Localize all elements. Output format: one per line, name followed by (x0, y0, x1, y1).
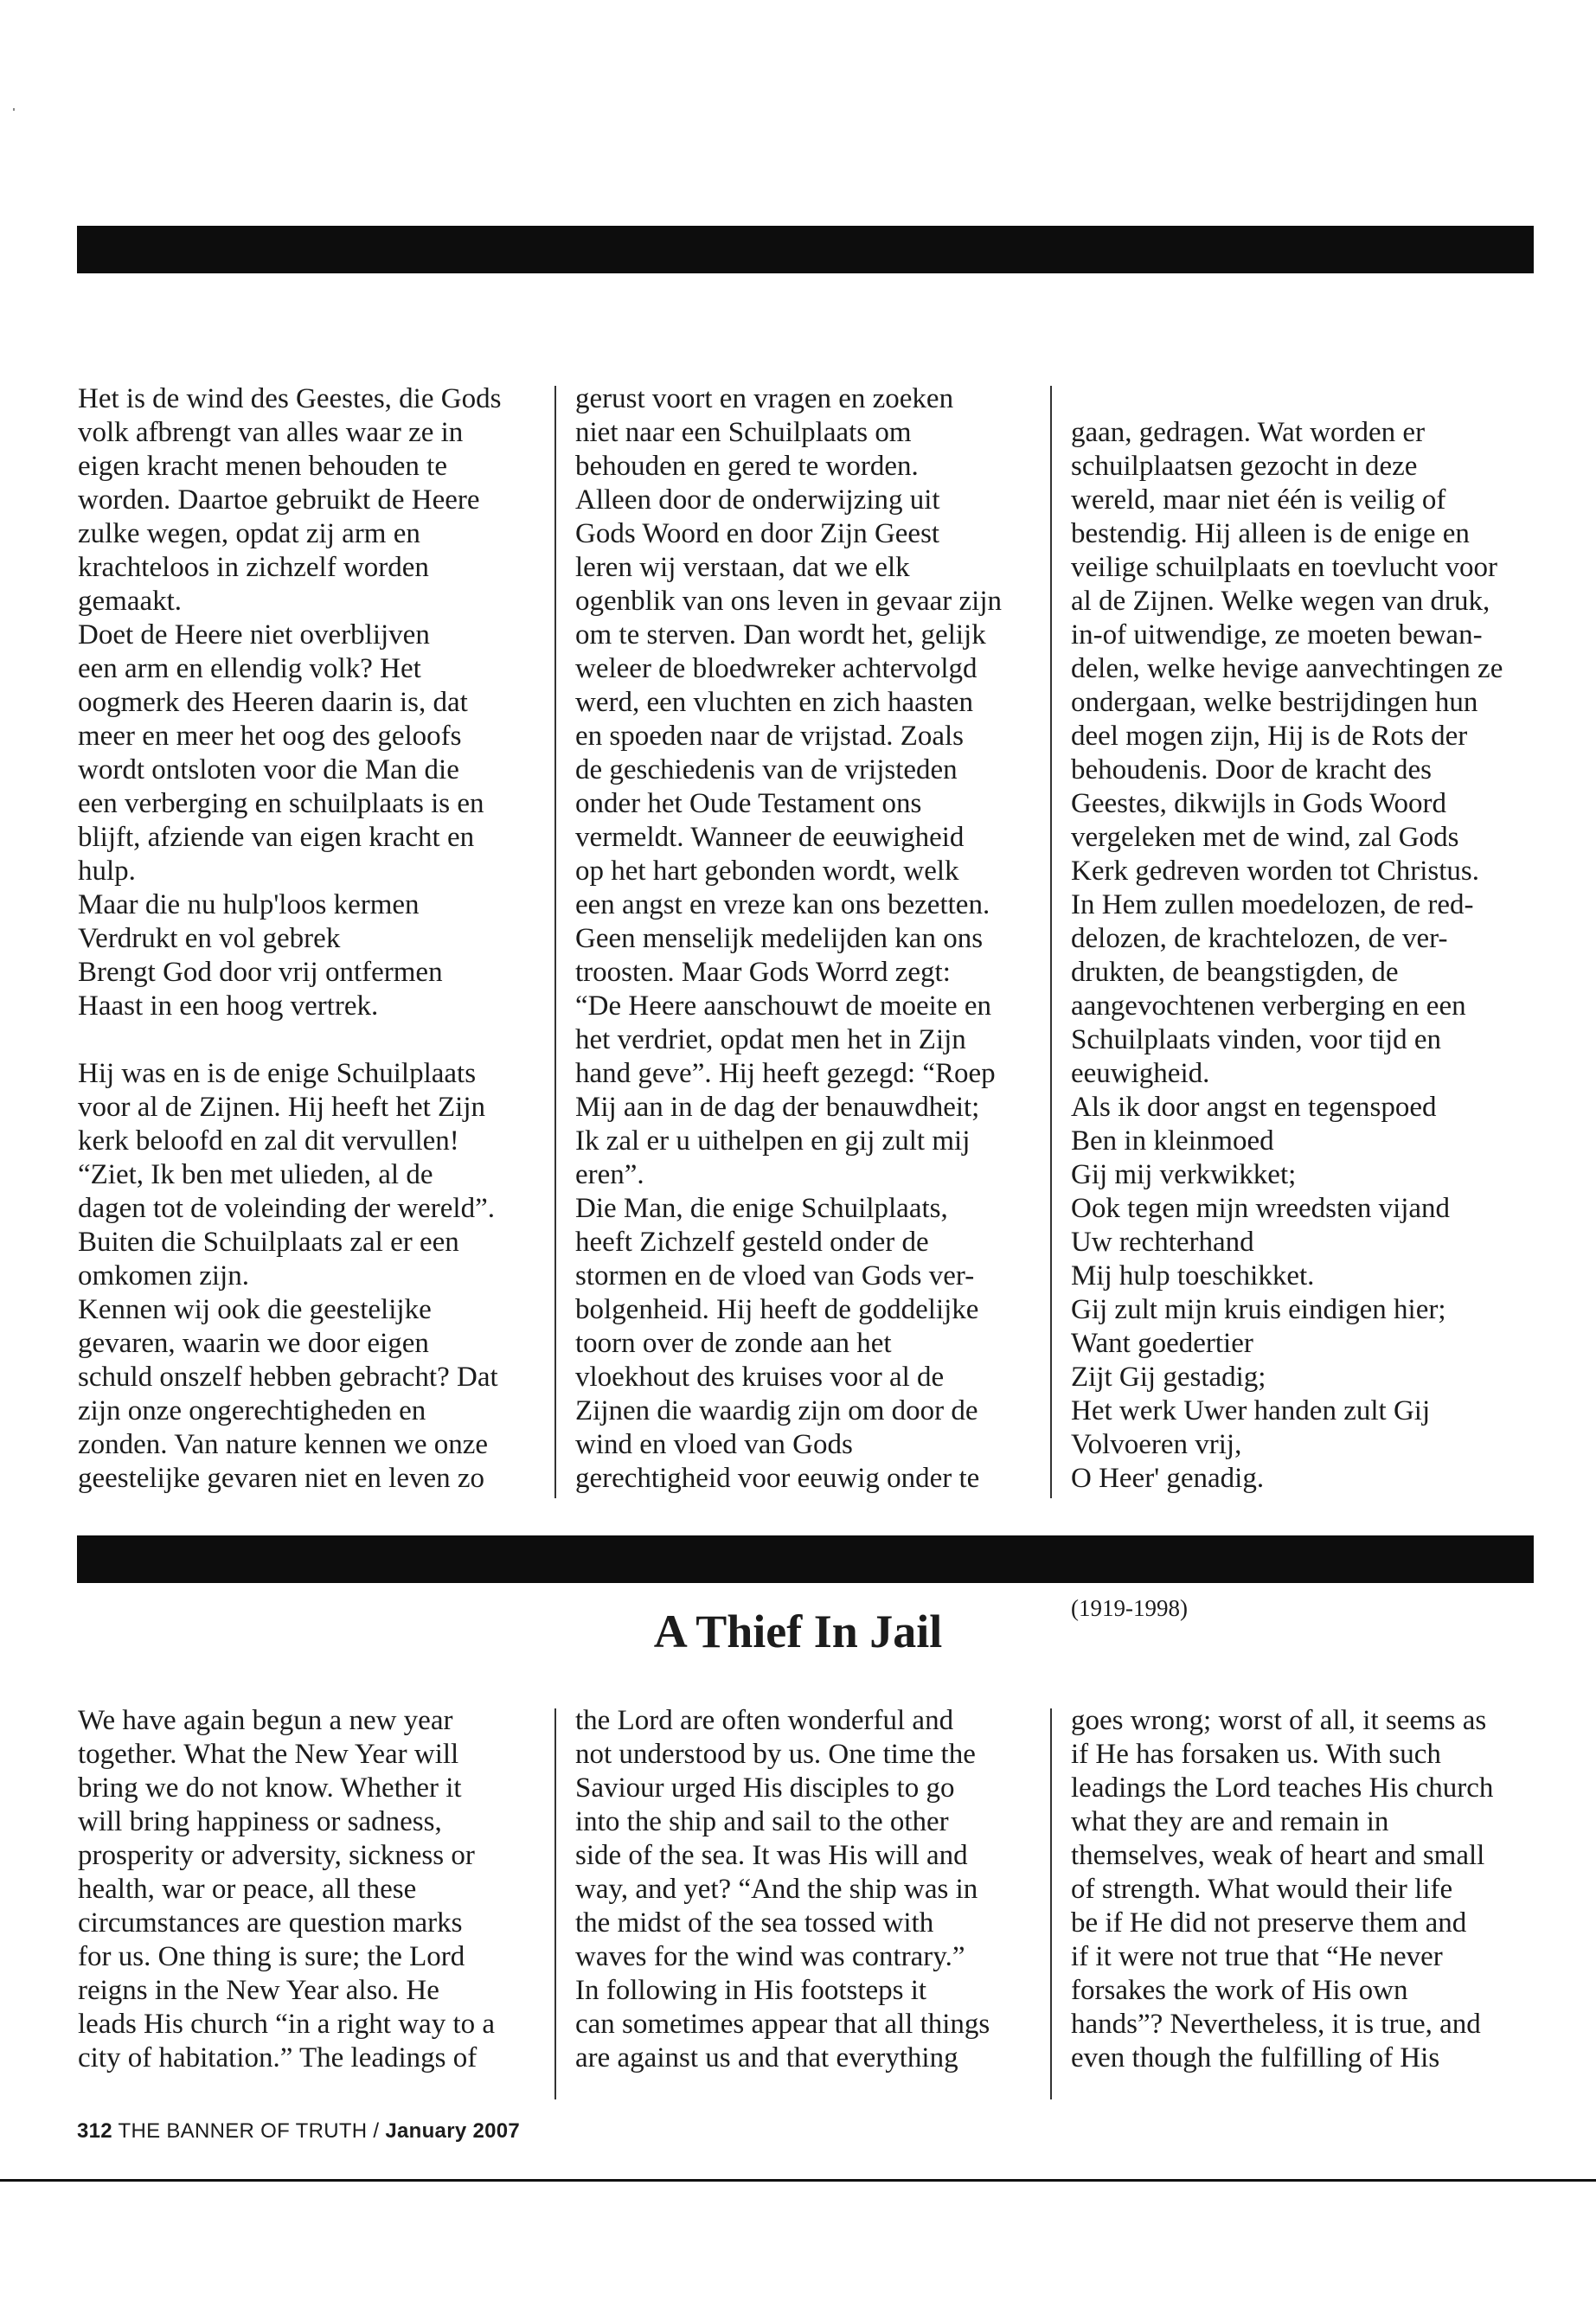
article-column-2: the Lord are often wonderful and not understood by us. One time the Saviour urged His disciples to go into the ship and sail to the other side of the sea. It was His will and way, and yet? “And the ship was in the midst of the sea tossed with waves for the wind was contrary.” In following in His footsteps it can sometimes appear that all things are against us and that everything (575, 1705, 990, 2073)
article-column-3: goes wrong; worst of all, it seems as if He has forsaken us. With such leadings the Lord teaches His church what they are and remain in themselves, weak of heart and small of strength. What would their life be if He did not preserve them and if it were not true that “He never forsakes the work of His own hands”? Nevertheless, it is true, and even though the fulfilling of His (1071, 1705, 1494, 2073)
dutch-column-3 (1071, 382, 1525, 1656)
publication-name: THE BANNER OF TRUTH (118, 2119, 368, 2143)
section-divider-bar (77, 1535, 1534, 1583)
article-title: A Thief In Jail (653, 1606, 943, 1657)
dutch-column-3-text: gaan, gedragen. Wat worden er schuilplaatsen gezocht in deze wereld, maar niet één is veilig of bestendig. Hij alleen is de enige en veilige schuilplaats en toevlucht voor al de Zijnen. Welke wegen van druk, in-of uitwendige, ze moeten bewan- delen, welke hevige aanvechtingen ze ondergaan, welke bestrijdingen hun deel mogen zijn, Hij is de Rots der behoudenis. Door de kracht des Geestes, dikwijls in Gods Woord vergeleken met de wind, zal Gods Kerk gedreven worden tot Christus. In Hem zullen moedelozen, de red- delozen, de krachtelozen, de ver- drukten, de beangstigden, de aangevochtenen verberging en een Schuilplaats vinden, voor tijd en eeuwigheid. Als ik door angst en tegenspoed Ben in kleinmoed Gij mij verkwikket; Ook tegen mijn wreedsten vijand Uw rechterhand Mij hulp toeschikket. Gij zult mijn kruis eindigen hier; Want goedertier Zijt Gij gestadig; Het werk Uwer handen zult Gij Volvoeren vrij, O Heer' genadig. (1071, 417, 1503, 1494)
bottom-edge-line (0, 2179, 1596, 2182)
page-number: 312 (77, 2119, 112, 2143)
footer-separator: / (373, 2119, 380, 2143)
article-column-1: We have again begun a new year together. What the New Year will bring we do not know. Whether it will bring happiness or sadness, prosperity or adversity, sickness or health, war or peace, all these circumstances are question marks for us. One thing is sure; the Lord reigns in the New Year also. He leads His church “in a right way to a city of habitation.” The leadings of (78, 1705, 496, 2073)
author-years: (1919-1998) (1071, 1595, 1188, 1621)
column-rule-2 (1050, 386, 1052, 1498)
top-section-bar (77, 226, 1534, 273)
dutch-column-2: gerust voort en vragen en zoeken niet naar een Schuilplaats om behouden en gered te worden. Alleen door de onderwijzing uit Gods Woord en door Zijn Geest leren wij verstaan, dat we elk ogenblik van ons leven in gevaar zijn om te sterven. Dan wordt het, gelijk weleer de bloedwreker achtervolgd werd, een vluchten en zich haasten en spoeden naar de vrijstad. Zoals de geschiedenis van de vrijsteden onder het Oude Testament ons vermeldt. Wanneer de eeuwigheid op het hart gebonden wordt, welk een angst en vreze kan ons bezetten. Geen menselijk medelijden kan ons troosten. Maar Gods Worrd zegt: “De Heere aanschouwt de moeite en het verdriet, opdat men het in Zijn hand geve”. Hij heeft gezegd: “Roep Mij aan in de dag der benauwdheit; Ik zal er u uithelpen en gij zult mij eren”. Die Man, die enige Schuilplaats, heeft Zichzelf gesteld onder de stormen en de vloed van Gods ver- bolgenheid. Hij heeft de goddelijke toorn over de zonde aan het vloekhout des kruises voor al de Zijnen die waardig zijn om door de wind en vloed van Gods gerechtigheid voor eeuwig onder te (575, 383, 1003, 1494)
page-footer (77, 2119, 520, 2144)
column-rule-1 (554, 386, 556, 1498)
issue-date: January 2007 (385, 2119, 521, 2143)
scan-speck (13, 108, 15, 111)
dutch-column-1: Het is de wind des Geestes, die Gods volk afbrengt van alles waar ze in eigen kracht menen behouden te worden. Daartoe gebruikt de Heere zulke wegen, opdat zij arm en krachteloos in zichzelf worden gemaakt. Doet de Heere niet overblijven een arm en ellendig volk? Het oogmerk des Heeren daarin is, dat meer en meer het oog des geloofs wordt ontsloten voor die Man die een verberging en schuilplaats is en blijft, afziende van eigen kracht en hulp. Maar die nu hulp'loos kermen Verdrukt en vol gebrek Brengt God door vrij ontfermen Haast in een hoog vertrek. Hij was en is de enige Schuilplaats voor al de Zijnen. Hij heeft het Zijn kerk beloofd en zal dit vervullen! “Ziet, Ik ben met ulieden, al de dagen tot de voleinding der wereld”. Buiten die Schuilplaats zal er een omkomen zijn. Kennen wij ook die geestelijke gevaren, waarin we door eigen schuld onszelf hebben gebracht? Dat zijn onze ongerechtigheden en zonden. Van nature kennen we onze geestelijke gevaren niet en leven zo (78, 383, 502, 1494)
column-rule-3 (554, 1708, 556, 2099)
column-rule-4 (1050, 1708, 1052, 2099)
